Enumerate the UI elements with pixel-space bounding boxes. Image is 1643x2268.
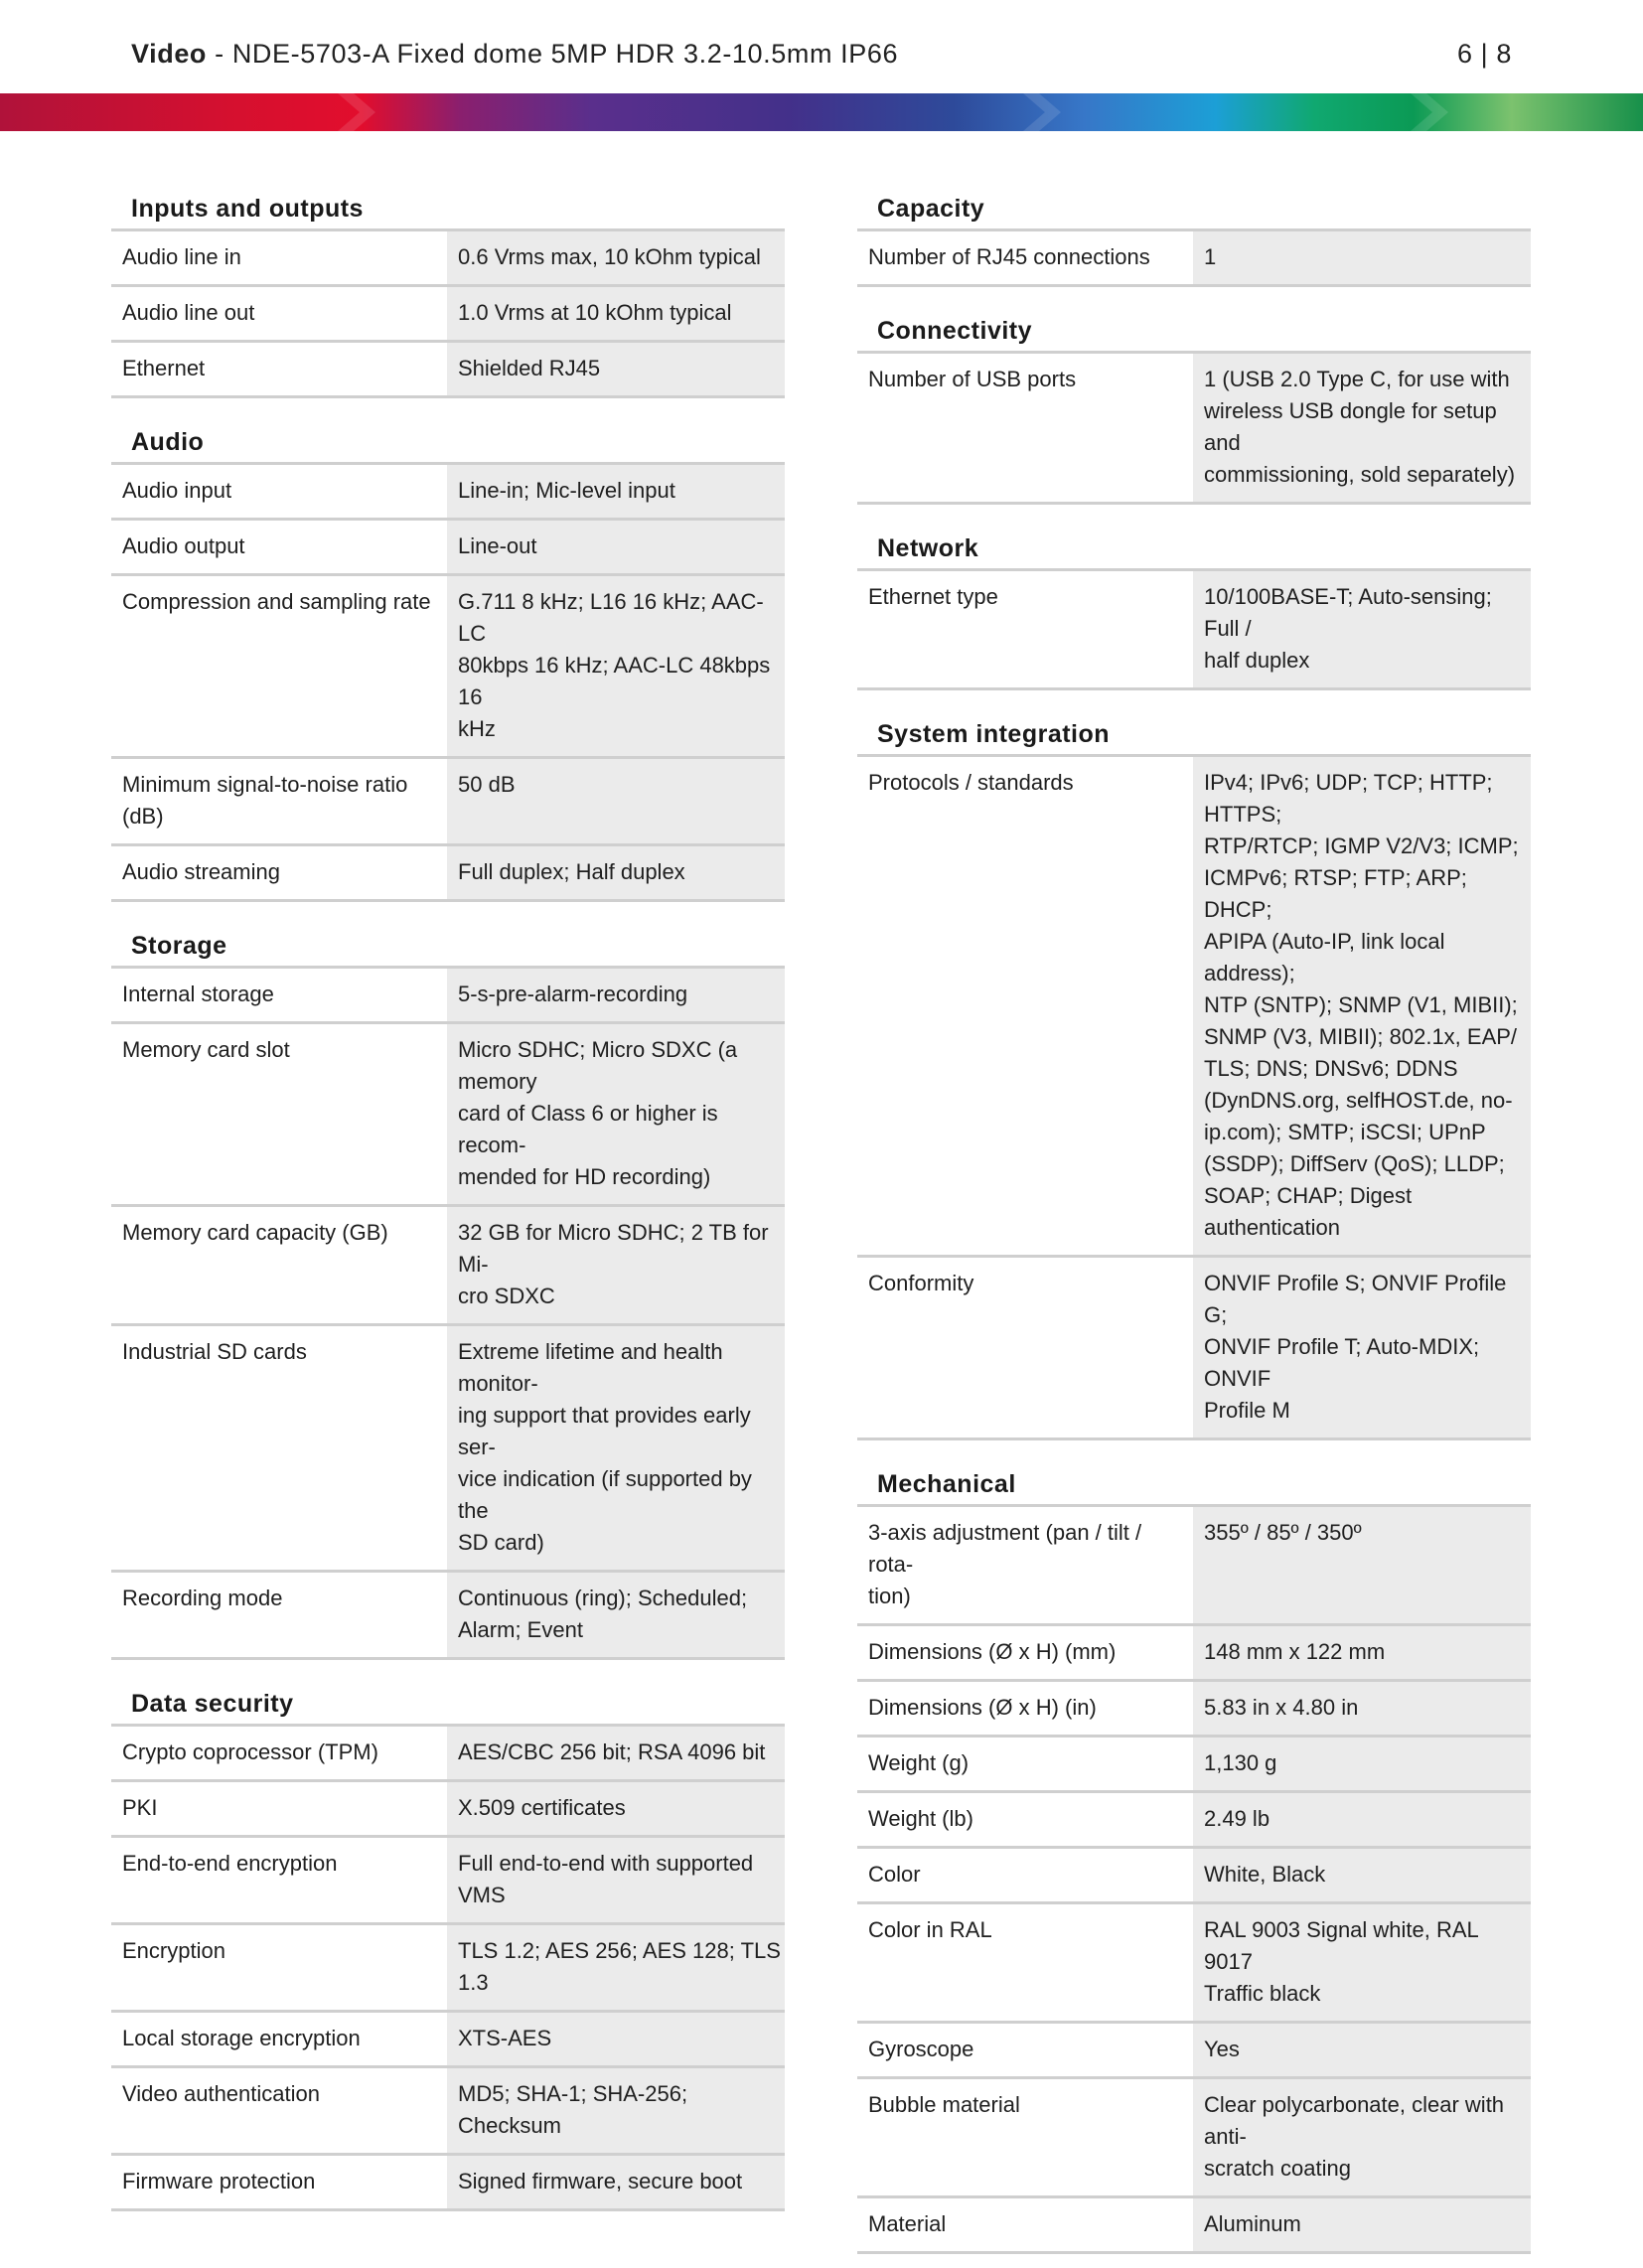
- spec-row: [111, 2068, 785, 2156]
- spec-row: [857, 2024, 1531, 2079]
- spec-row: [111, 576, 785, 759]
- spec-label: Color in RAL: [868, 1917, 992, 1942]
- chevron-decoration-icon: [338, 93, 375, 131]
- page-header: [131, 34, 1512, 74]
- spec-label: Protocols / standards: [868, 770, 1074, 795]
- spec-value: Clear polycarbonate, clear with anti- scratch coating: [1193, 2079, 1531, 2195]
- spec-row: [111, 231, 785, 287]
- spec-label: Crypto coprocessor (TPM): [122, 1739, 378, 1764]
- spec-value: 1: [1193, 231, 1531, 284]
- spec-row: [857, 1507, 1531, 1626]
- spec-label: Bubble material: [868, 2092, 1020, 2117]
- section-title-system-integration: System integration: [877, 719, 1111, 748]
- spec-value: RAL 9003 Signal white, RAL 9017 Traffic black: [1193, 1904, 1531, 2021]
- spec-table: [857, 228, 1531, 287]
- spec-label: Internal storage: [122, 982, 274, 1006]
- spec-label: Firmware protection: [122, 2169, 316, 2193]
- spec-label: Memory card slot: [122, 1037, 290, 1062]
- spec-row: [111, 1727, 785, 1782]
- spec-value: 1.0 Vrms at 10 kOhm typical: [447, 287, 785, 340]
- spec-label: Industrial SD cards: [122, 1339, 307, 1364]
- spec-row: [857, 231, 1531, 287]
- spec-table: [111, 228, 785, 398]
- spec-value: 32 GB for Micro SDHC; 2 TB for Mi- cro SDXC: [447, 1207, 785, 1323]
- spec-table: [111, 966, 785, 1660]
- spec-row: [111, 846, 785, 902]
- spec-row: [857, 1258, 1531, 1440]
- spec-value: AES/CBC 256 bit; RSA 4096 bit: [447, 1727, 785, 1779]
- spec-value: 0.6 Vrms max, 10 kOhm typical: [447, 231, 785, 284]
- spec-row: [111, 759, 785, 846]
- spec-row: [111, 1207, 785, 1326]
- spec-value: TLS 1.2; AES 256; AES 128; TLS 1.3: [447, 1925, 785, 2010]
- spec-label: Audio input: [122, 478, 232, 503]
- spec-value: Yes: [1193, 2024, 1531, 2076]
- spec-label: Number of USB ports: [868, 367, 1077, 391]
- spec-row: [111, 465, 785, 521]
- spec-label: Local storage encryption: [122, 2026, 361, 2050]
- spec-row: [857, 571, 1531, 690]
- spec-value: Micro SDHC; Micro SDXC (a memory card of Class 6 or higher is recom- mended for HD recording): [447, 1024, 785, 1204]
- spec-value: Extreme lifetime and health monitor- ing support that provides early ser- vice indication (if supported by the SD card): [447, 1326, 785, 1570]
- product-name: - NDE-5703-A Fixed dome 5MP HDR 3.2-10.5mm IP66: [207, 38, 899, 69]
- spec-row: [111, 1838, 785, 1925]
- spec-row: [857, 1626, 1531, 1682]
- spec-value: Aluminum: [1193, 2198, 1531, 2251]
- spec-row: [111, 287, 785, 343]
- spec-row: [857, 1738, 1531, 1793]
- spec-value: X.509 certificates: [447, 1782, 785, 1835]
- spec-table: [111, 1724, 785, 2211]
- spec-value: 1 (USB 2.0 Type C, for use with wireless USB dongle for setup and commissioning, sold separately): [1193, 354, 1531, 502]
- chevron-decoration-icon: [1411, 93, 1448, 131]
- spec-label: Video authentication: [122, 2081, 320, 2106]
- spec-label: Weight (g): [868, 1750, 970, 1775]
- spec-label: Audio line in: [122, 244, 241, 269]
- spec-row: [857, 354, 1531, 505]
- spec-label: Memory card capacity (GB): [122, 1220, 388, 1245]
- spec-table: [857, 568, 1531, 690]
- spec-value: 1,130 g: [1193, 1738, 1531, 1790]
- spec-value: Line-in; Mic-level input: [447, 465, 785, 518]
- spec-label: Color: [868, 1862, 921, 1887]
- spec-row: [111, 521, 785, 576]
- spec-value: Full duplex; Half duplex: [447, 846, 785, 899]
- spec-value: Full end-to-end with supported VMS: [447, 1838, 785, 1922]
- spec-row: [111, 1024, 785, 1207]
- section-title-storage: Storage: [131, 931, 227, 960]
- left-spec-column: [111, 179, 785, 2225]
- spec-value: Signed firmware, secure boot: [447, 2156, 785, 2208]
- spec-value: 5.83 in x 4.80 in: [1193, 1682, 1531, 1735]
- spec-row: [111, 1326, 785, 1573]
- section-title-capacity: Capacity: [877, 194, 985, 223]
- spec-row: [111, 2156, 785, 2211]
- spec-row: [857, 1793, 1531, 1849]
- spec-value: 10/100BASE-T; Auto-sensing; Full / half duplex: [1193, 571, 1531, 687]
- spec-value: Line-out: [447, 521, 785, 573]
- spec-value: MD5; SHA-1; SHA-256; Checksum: [447, 2068, 785, 2153]
- spec-row: [857, 2198, 1531, 2254]
- spec-row: [857, 1849, 1531, 1904]
- spec-label: Compression and sampling rate: [122, 589, 431, 614]
- spec-value: XTS-AES: [447, 2013, 785, 2065]
- spec-row: [857, 1904, 1531, 2024]
- chevron-decoration-icon: [1023, 93, 1061, 131]
- spec-row: [857, 757, 1531, 1258]
- spec-value: 50 dB: [447, 759, 785, 843]
- right-spec-column: [857, 179, 1531, 2268]
- spec-row: [111, 1925, 785, 2013]
- spec-value: 2.49 lb: [1193, 1793, 1531, 1846]
- spec-label: Dimensions (Ø x H) (in): [868, 1695, 1097, 1720]
- spec-label: Material: [868, 2211, 947, 2236]
- spec-value: G.711 8 kHz; L16 16 kHz; AAC-LC 80kbps 16 kHz; AAC-LC 48kbps 16 kHz: [447, 576, 785, 756]
- spec-row: [111, 969, 785, 1024]
- section-title-connectivity: Connectivity: [877, 316, 1033, 345]
- spec-value: IPv4; IPv6; UDP; TCP; HTTP; HTTPS; RTP/RTCP; IGMP V2/V3; ICMP; ICMPv6; RTSP; FTP; ARP; DHCP; APIPA (Auto-IP, link local address); NTP (SNTP); SNMP (V1, MIBII); SNMP (V3, MIBII); 802.1x, EAP/ TLS; DNS; DNSv6; DDNS (DynDNS.org, selfHOST.de, no- ip.com); SMTP; iSCSI; UPnP (SSDP); DiffServ (QoS); LLDP; SOAP; CHAP; Digest authentication: [1193, 757, 1531, 1255]
- section-title-mechanical: Mechanical: [877, 1469, 1016, 1498]
- spec-table: [111, 462, 785, 902]
- spec-label: Gyroscope: [868, 2037, 974, 2061]
- spec-label: Ethernet type: [868, 584, 998, 609]
- spec-value: ONVIF Profile S; ONVIF Profile G; ONVIF Profile T; Auto-MDIX; ONVIF Profile M: [1193, 1258, 1531, 1437]
- spec-row: [111, 1782, 785, 1838]
- section-title-data-security: Data security: [131, 1689, 294, 1718]
- spec-label: Dimensions (Ø x H) (mm): [868, 1639, 1117, 1664]
- spec-row: [111, 2013, 785, 2068]
- spec-table: [857, 754, 1531, 1440]
- spec-row: [111, 1573, 785, 1660]
- spec-row: [857, 2079, 1531, 2198]
- spec-label: Audio output: [122, 533, 245, 558]
- spec-table: [857, 351, 1531, 505]
- spec-label: End-to-end encryption: [122, 1851, 338, 1876]
- spec-table: [857, 1504, 1531, 2254]
- spec-label: Ethernet: [122, 356, 206, 380]
- spec-label: Number of RJ45 connections: [868, 244, 1150, 269]
- category-label: Video: [131, 38, 208, 69]
- section-title-audio: Audio: [131, 427, 205, 456]
- section-title-inputs-and-outputs: Inputs and outputs: [131, 194, 364, 223]
- spec-value: White, Black: [1193, 1849, 1531, 1901]
- spec-row: [111, 343, 785, 398]
- spec-value: 355º / 85º / 350º: [1193, 1507, 1531, 1623]
- document-title: [131, 39, 898, 70]
- page-number: 6 | 8: [1456, 38, 1512, 69]
- spec-value: Continuous (ring); Scheduled; Alarm; Event: [447, 1573, 785, 1657]
- spec-label: PKI: [122, 1795, 158, 1820]
- spec-label: Minimum signal-to-noise ratio (dB): [122, 772, 408, 829]
- spec-row: [857, 1682, 1531, 1738]
- spec-label: Recording mode: [122, 1586, 283, 1610]
- spec-label: Encryption: [122, 1938, 225, 1963]
- spec-value: 5-s-pre-alarm-recording: [447, 969, 785, 1021]
- brand-color-band: [0, 93, 1643, 131]
- section-title-network: Network: [877, 533, 979, 562]
- spec-label: Audio streaming: [122, 859, 280, 884]
- spec-value: Shielded RJ45: [447, 343, 785, 395]
- spec-label: Weight (lb): [868, 1806, 973, 1831]
- spec-value: 148 mm x 122 mm: [1193, 1626, 1531, 1679]
- spec-label: Conformity: [868, 1271, 974, 1295]
- spec-label: Audio line out: [122, 300, 255, 325]
- spec-label: 3-axis adjustment (pan / tilt / rota- tion): [868, 1520, 1142, 1608]
